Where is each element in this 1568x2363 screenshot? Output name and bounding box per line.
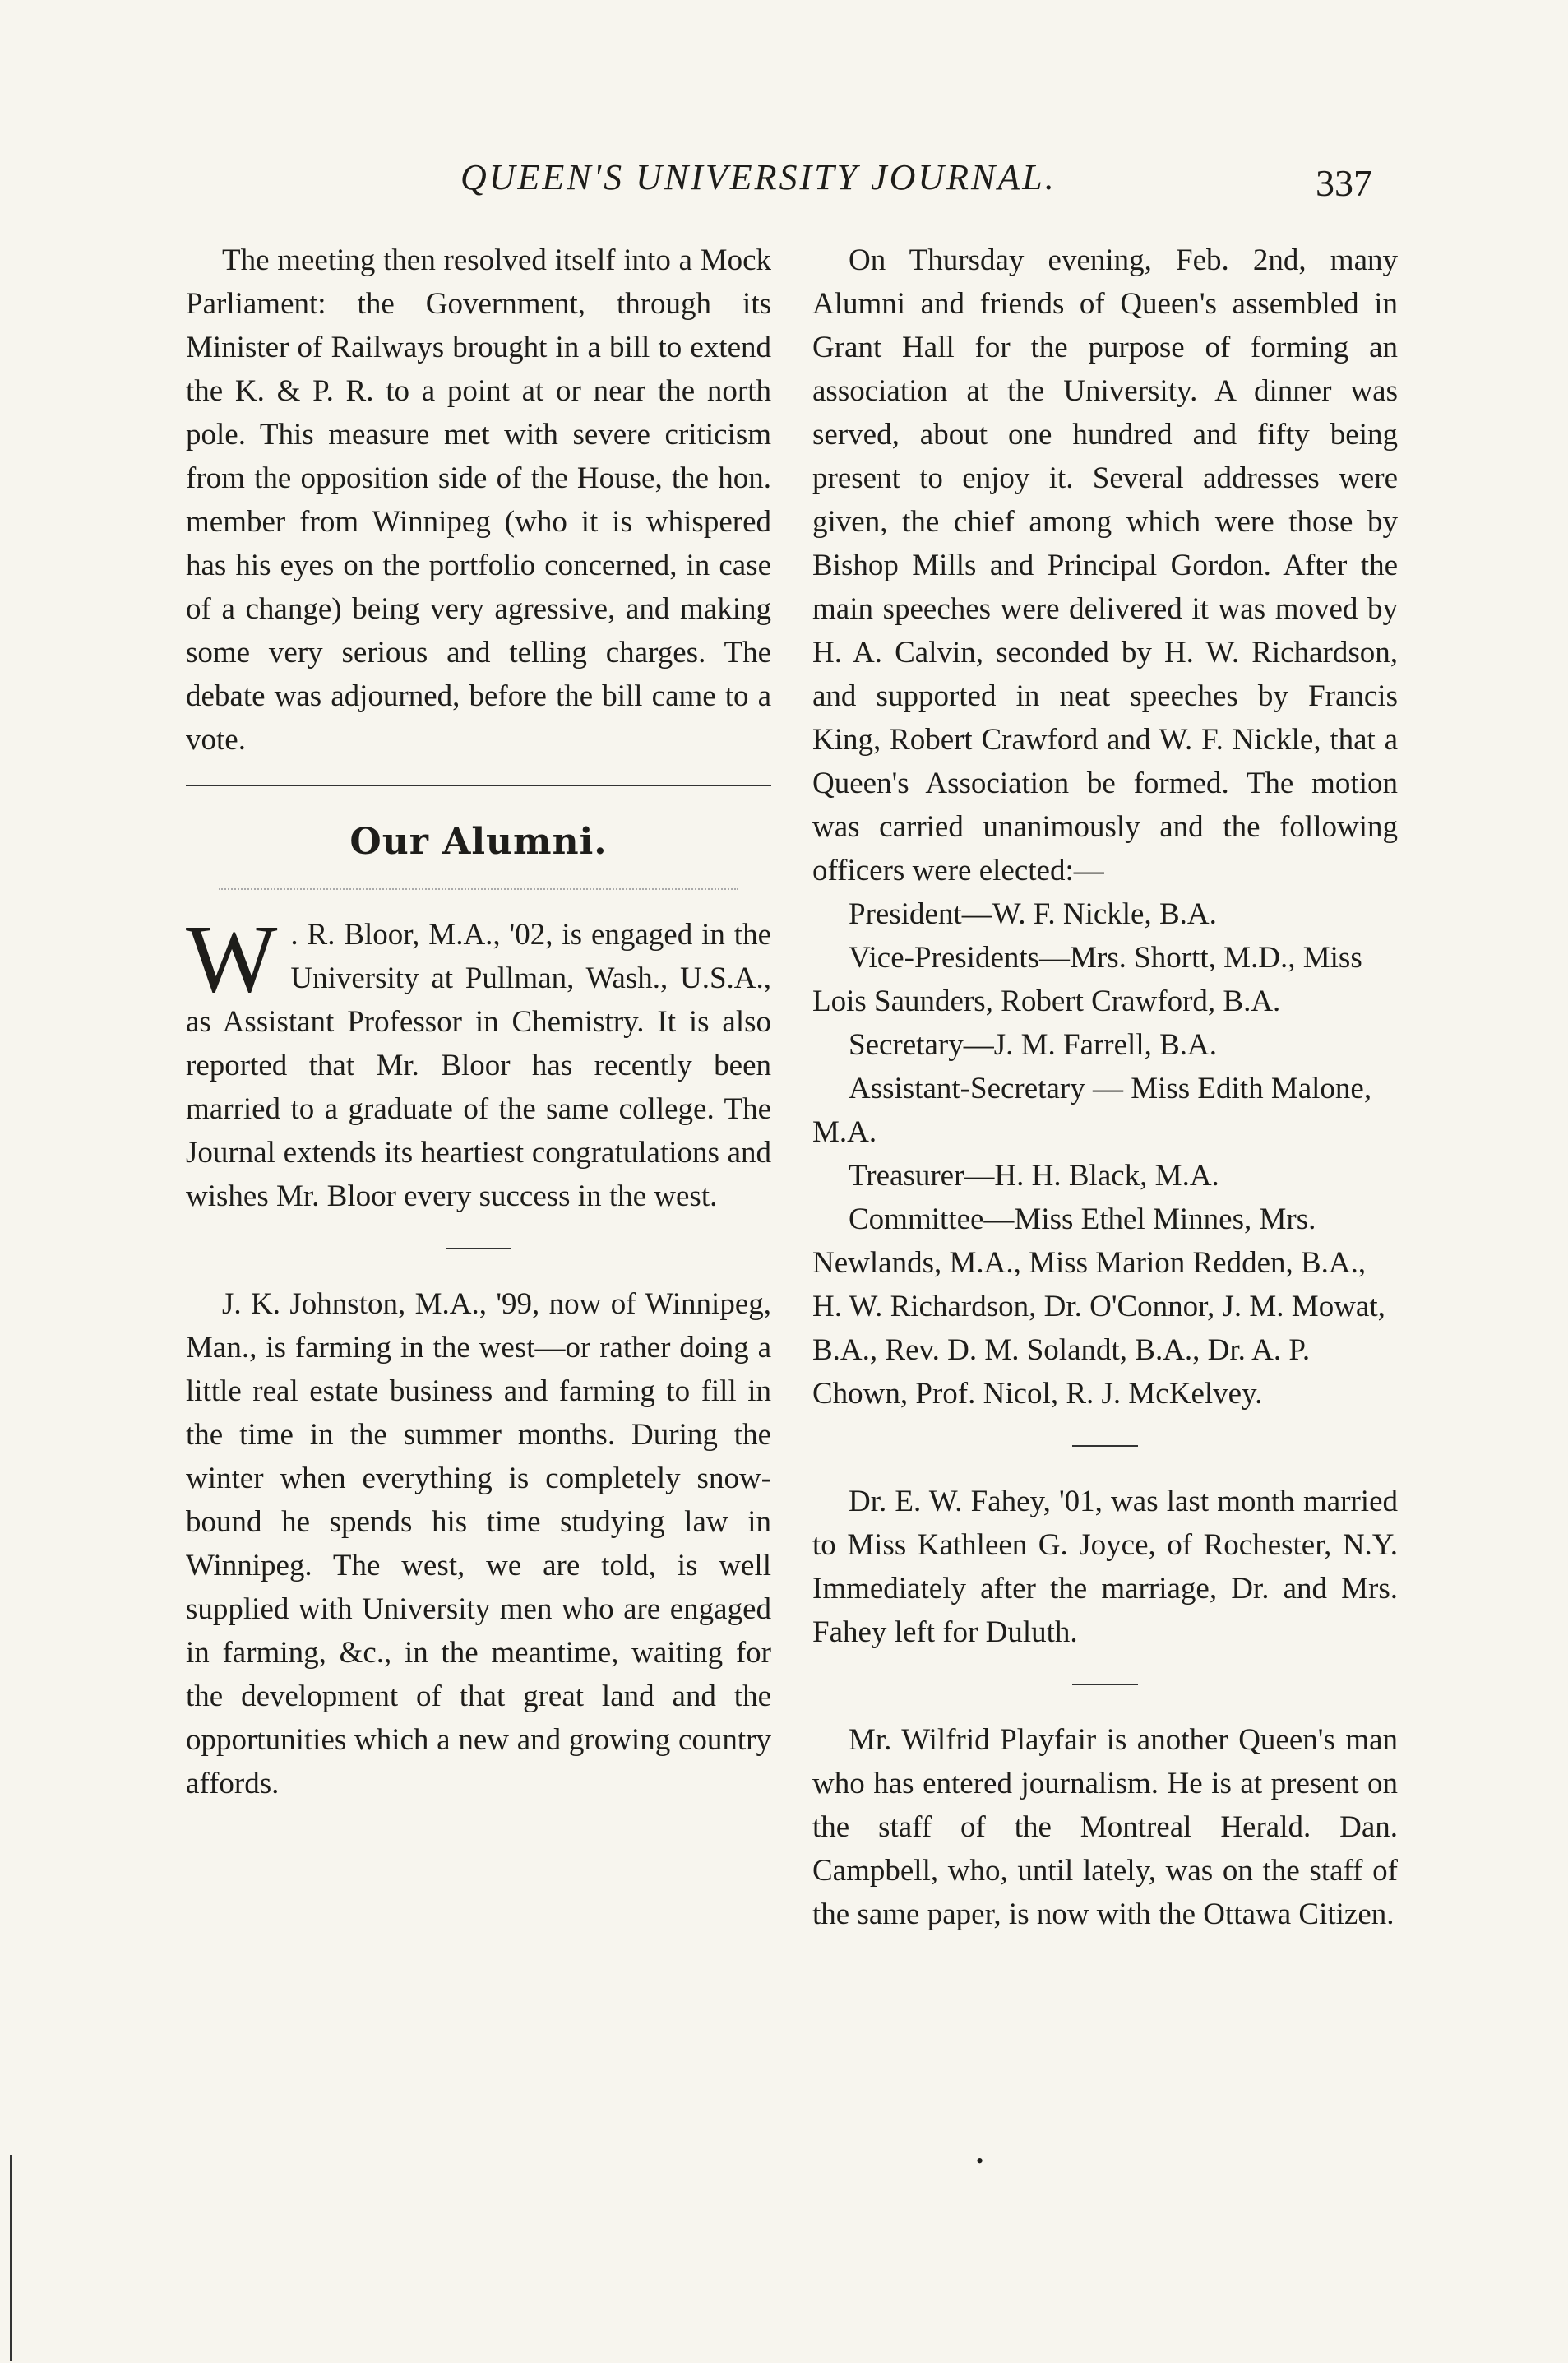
officer-entry: Treasurer—H. H. Black, M.A. (849, 1159, 1219, 1193)
dotted-divider (219, 888, 738, 890)
association-paragraph: On Thursday evening, Feb. 2nd, many Alumni and friends of Queen's assembled in Grant Hall for the purpose of forming an association at the University. A dinner was served, about one hundred and fifty being present to enjoy it. Several addresses were given, the chief among which were those by Bishop Mills and Principal Gordon. After the main speeches were delivered it was moved by H. A. Calvin, seconded by H. W. Richardson, and supported in neat speeches by Francis King, Robert Crawford and W. F. Nickle, that a Queen's Association be formed. The motion was carried unanimously and the following officers were elected:— (812, 243, 1398, 887)
bloor-text: . R. Bloor, M.A., '02, is engaged in the University at Pullman, Wash., U.S.A., as Assistant Professor in Chemistry. It is also reported that Mr. Bloor has recently been married to a graduate of the same college. The Journal extends its heartiest congratulations and wishes Mr. Bloor every success in the west. (186, 918, 771, 1213)
officers-list (812, 892, 1398, 1415)
section-divider (186, 785, 771, 790)
drop-cap: W (186, 905, 278, 1012)
mock-parliament-paragraph: The meeting then resolved itself into a Mock Parliament: the Government, through its Minister of Railways brought in a bill to extend the K. & P. R. to a point at or near the north pole. This measure met with severe criticism from the opposition side of the House, the hon. member from Winnipeg (who it is whispered has his eyes on the portfolio concerned, in case of a change) being very agressive, and making some very serious and telling charges. The debate was adjourned, before the bill came to a vote. (186, 243, 771, 757)
short-divider (1072, 1684, 1138, 1685)
short-divider (1072, 1445, 1138, 1447)
fahey-paragraph: Dr. E. W. Fahey, '01, was last month married to Miss Kathleen G. Joyce, of Rochester, N.Y. Immediately after the marriage, Dr. and Mrs. Fahey left for Duluth. (812, 1485, 1398, 1649)
officer-entry: Assistant-Secretary — Miss Edith Malone, M.A. (812, 1072, 1372, 1149)
short-divider (446, 1248, 511, 1249)
officer-entry: Secretary—J. M. Farrell, B.A. (849, 1028, 1218, 1062)
left-column (186, 239, 771, 1805)
johnston-paragraph: J. K. Johnston, M.A., '99, now of Winnipeg, Man., is farming in the west—or rather doing a little real estate business and farming to fill in the time in the summer months. During the winter when everything is completely snow-bound he spends his time studying law in Winnipeg. The west, we are told, is well supplied with University men who are engaged in farming, &c., in the meantime, waiting for the development of that great land and the opportunities which a new and growing country affords. (186, 1287, 771, 1800)
section-title: Our Alumni. (349, 821, 608, 863)
officer-entry: President—W. F. Nickle, B.A. (849, 897, 1217, 931)
end-bullet: • (976, 2149, 984, 2173)
bloor-paragraph (186, 905, 771, 1218)
officer-entry: Vice-Presidents—Mrs. Shortt, M.D., Miss Lois Saunders, Robert Crawford, B.A. (812, 941, 1362, 1018)
scan-edge-mark (10, 2155, 12, 2361)
right-column (812, 239, 1398, 1936)
officer-entry: Committee—Miss Ethel Minnes, Mrs. Newlands, M.A., Miss Marion Redden, B.A., H. W. Richardson, Dr. O'Connor, J. M. Mowat, B.A., Rev. D. M. Solandt, B.A., Dr. A. P. Chown, Prof. Nicol, R. J. McKelvey. (812, 1202, 1385, 1411)
running-header: QUEEN'S UNIVERSITY JOURNAL. (460, 157, 1057, 197)
page-number: 337 (1316, 162, 1372, 204)
playfair-paragraph: Mr. Wilfrid Playfair is another Queen's man who has entered journalism. He is at present on the staff of the Montreal Herald. Dan. Campbell, who, until lately, was on the staff of the same paper, is now with the Ottawa Citizen. (812, 1723, 1398, 1931)
